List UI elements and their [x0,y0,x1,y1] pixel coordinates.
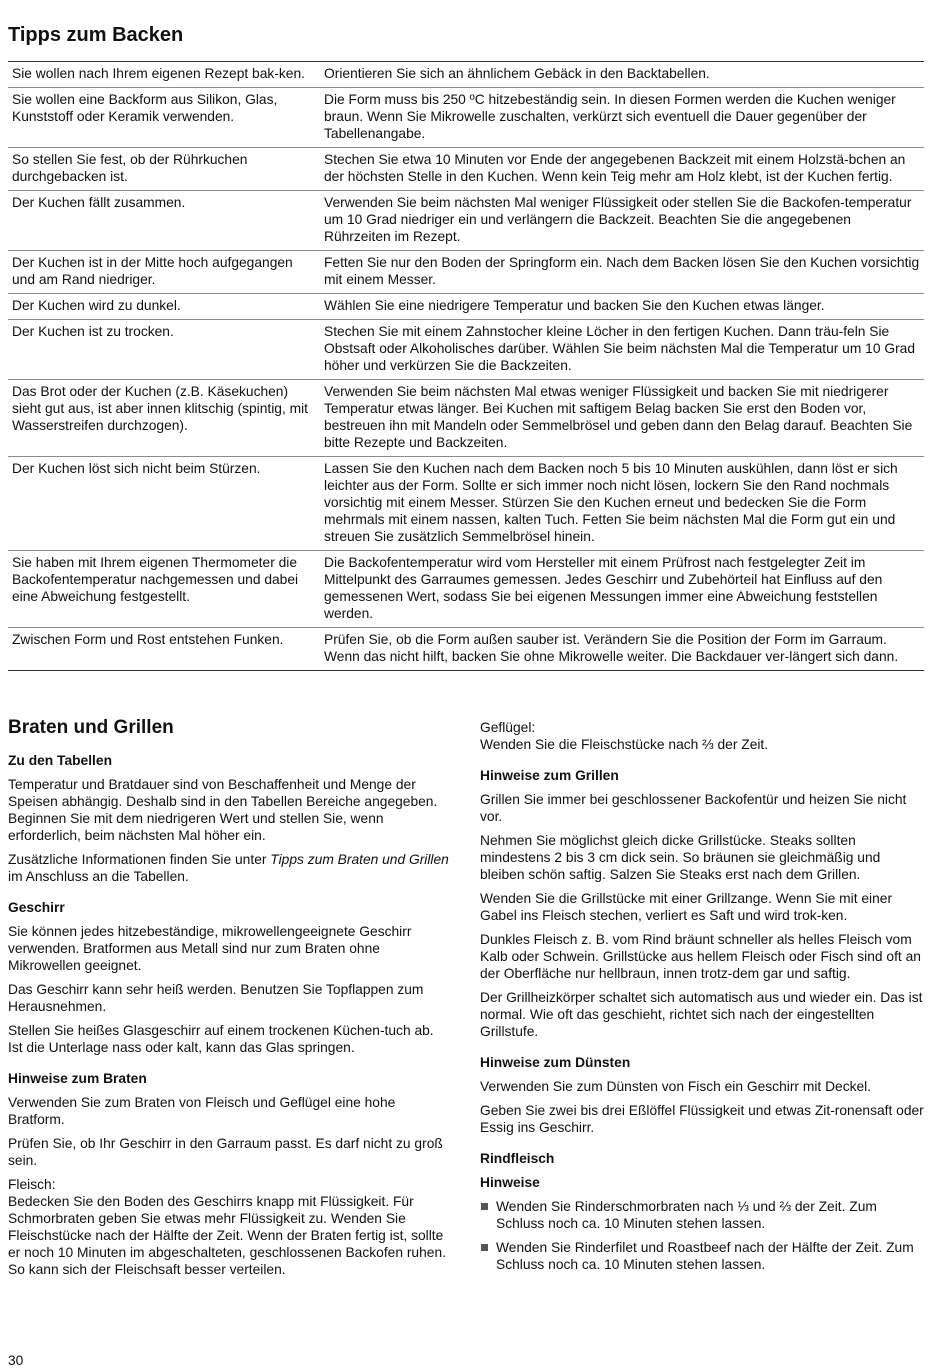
tip-solution-cell: Prüfen Sie, ob die Form außen sauber ist. Verändern Sie die Position der Form im Garraum. Wenn das nicht hilft, backen Sie ohne Mikrowelle weiter. Die Backdauer ver-längert sich dann. [320,628,924,671]
paragraph: Das Geschirr kann sehr heiß werden. Benutzen Sie Topflappen zum Herausnehmen. [8,982,424,1014]
page-number: 30 [8,1353,24,1368]
paragraph: Sie können jedes hitzebeständige, mikrowellengeeignete Geschirr verwenden. Bratformen aus Metall sind nur zum Braten ohne Mikrowellen geeignet. [8,924,412,973]
table-row [8,551,924,628]
right-column [480,719,924,1280]
paragraph: Verwenden Sie zum Dünsten von Fisch ein Geschirr mit Deckel. [480,1079,872,1094]
tip-problem-cell: Das Brot oder der Kuchen (z.B. Käsekuchen) sieht gut aus, ist aber innen klitschig (spintig, mit Wasserstreifen durchzogen). [8,380,320,457]
tip-solution-cell: Stechen Sie etwa 10 Minuten vor Ende der angegebenen Backzeit mit einem Holzstä-bchen an der höchsten Stelle in den Kuchen. Wenn kein Teig mehr am Holz klebt, ist der Kuchen fertig. [320,148,924,191]
tip-problem-cell: Der Kuchen wird zu dunkel. [8,294,320,320]
paragraph: Grillen Sie immer bei geschlossener Backofentür und heizen Sie nicht vor. [480,792,907,824]
table-row [8,628,924,671]
paragraph: Der Grillheizkörper schaltet sich automatisch aus und wieder ein. Das ist normal. Wie oft das geschieht, richtet sich nach der eingestellten Grillstufe. [480,990,923,1039]
tip-solution-cell: Orientieren Sie sich an ähnlichem Gebäck in den Backtabellen. [320,62,924,88]
heading-geschirr: Geschirr [8,900,65,915]
paragraph: Zusätzliche Informationen finden Sie unter Tipps zum Braten und Grillen im Anschluss an die Tabellen. [8,852,449,884]
tips-table [8,61,924,671]
paragraph: Stellen Sie heißes Glasgeschirr auf einem trockenen Küchen-tuch ab. Ist die Unterlage nass oder kalt, kann das Glas springen. [8,1023,434,1055]
tip-problem-cell: Sie haben mit Ihrem eigenen Thermometer die Backofentemperatur nachgemessen und dabei eine Abweichung festgestellt. [8,551,320,628]
paragraph-fleisch: Fleisch: Bedecken Sie den Boden des Geschirrs knapp mit Flüssigkeit. Für Schmorbraten geben Sie etwas mehr Flüssigkeit zu. Wenden Sie Fleischstücke nach der Hälfte der Zeit. Wenn der Braten fertig ist, sollte er noch 10 Minuten im abgeschalteten, geschlossenen Backofen ruhen. So kann sich der Fleischsaft besser verteilen. [8,1177,446,1277]
paragraph: Temperatur und Bratdauer sind von Beschaffenheit und Menge der Speisen abhängig. Deshalb sind in den Tabellen Bereiche angegeben. Beginnen Sie mit dem niedrigeren Wert und stellen Sie, wenn erforderlich, beim nächsten Mal höher ein. [8,777,438,843]
heading-hinweise: Hinweise [480,1175,540,1190]
tip-problem-cell: Der Kuchen ist zu trocken. [8,320,320,380]
tip-solution-cell: Die Form muss bis 250 ºC hitzebeständig sein. In diesen Formen werden die Kuchen weniger braun. Wenn Sie Mikrowelle zuschalten, verkürzt sich eventuell die Dauer gegenüber der Tabellenangabe. [320,88,924,148]
page-title: Tipps zum Backen [8,24,184,46]
tip-problem-cell: Sie wollen eine Backform aus Silikon, Glas, Kunststoff oder Keramik verwenden. [8,88,320,148]
table-row [8,191,924,251]
list-item: Wenden Sie Rinderfilet und Roastbeef nach der Hälfte der Zeit. Zum Schluss noch ca. 10 Minuten stehen lassen. [480,1239,924,1273]
paragraph-gefluegel: Geflügel: Wenden Sie die Fleischstücke nach ⅔ der Zeit. [480,720,769,752]
tip-problem-cell: Zwischen Form und Rost entstehen Funken. [8,628,320,671]
tip-solution-cell: Verwenden Sie beim nächsten Mal etwas weniger Flüssigkeit und backen Sie mit niedrigerer Temperatur etwas länger. Bei Kuchen mit saftigem Belag backen Sie erst den Boden vor, bestreuen ihn mit Mandeln oder Semmelbrösel und geben dann den Belag darauf. Beachten Sie bitte Rezepte und Backzeiten. [320,380,924,457]
tip-problem-cell: Der Kuchen ist in der Mitte hoch aufgegangen und am Rand niedriger. [8,251,320,294]
bullet-square-icon [481,1203,488,1210]
tip-solution-cell: Fetten Sie nur den Boden der Springform ein. Nach dem Backen lösen Sie den Kuchen vorsichtig mit einem Messer. [320,251,924,294]
table-row [8,148,924,191]
tip-solution-cell: Lassen Sie den Kuchen nach dem Backen noch 5 bis 10 Minuten auskühlen, dann löst er sich leichter aus der Form. Sollte er sich immer noch nicht lösen, lockern Sie den Rand nochmals vorsichtig mit einem Messer. Stürzen Sie den Kuchen erneut und bedecken Sie die Form mehrmals mit einem nassen, kalten Tuch. Fetten Sie beim nächsten Mal die Form gut ein und streuen Sie zusätzlich Semmelbrösel hinein. [320,457,924,551]
heading-grillen: Hinweise zum Grillen [480,768,619,783]
paragraph: Geben Sie zwei bis drei Eßlöffel Flüssigkeit und etwas Zit-ronensaft oder Essig ins Geschirr. [480,1103,924,1135]
left-column [8,752,452,1285]
tip-problem-cell: So stellen Sie fest, ob der Rührkuchen durchgebacken ist. [8,148,320,191]
paragraph: Wenden Sie die Grillstücke mit einer Grillzange. Wenn Sie mit einer Gabel ins Fleisch stechen, verliert es Saft und wird trok-ken. [480,891,893,923]
table-row [8,320,924,380]
heading-duensten: Hinweise zum Dünsten [480,1055,631,1070]
heading-rindfleisch: Rindfleisch [480,1151,555,1166]
section-title: Braten und Grillen [8,717,174,738]
table-row [8,294,924,320]
tip-solution-cell: Verwenden Sie beim nächsten Mal weniger Flüssigkeit oder stellen Sie die Backofen-temperatur um 10 Grad niedriger ein und verlängern die Backzeit. Beachten Sie die angegebenen Rührzeiten im Rezept. [320,191,924,251]
list-item: Wenden Sie Rinderschmorbraten nach ⅓ und ⅔ der Zeit. Zum Schluss noch ca. 10 Minuten stehen lassen. [480,1198,924,1232]
hinweise-list [480,1198,924,1273]
tip-problem-cell: Sie wollen nach Ihrem eigenen Rezept bak-ken. [8,62,320,88]
tip-problem-cell: Der Kuchen fällt zusammen. [8,191,320,251]
table-row [8,457,924,551]
tip-solution-cell: Die Backofentemperatur wird vom Hersteller mit einem Prüfrost nach festgelegter Zeit im Mittelpunkt des Garraumes gemessen. Jedes Geschirr und Zubehörteil hat Einfluss auf den gemessenen Wert, sodass Sie bei eigenen Messungen immer eine Abweichung feststellen werden. [320,551,924,628]
bullet-square-icon [481,1244,488,1251]
table-row [8,88,924,148]
paragraph: Prüfen Sie, ob Ihr Geschirr in den Garraum passt. Es darf nicht zu groß sein. [8,1136,443,1168]
paragraph: Verwenden Sie zum Braten von Fleisch und Geflügel eine hohe Bratform. [8,1095,396,1127]
table-row [8,62,924,88]
tip-solution-cell: Wählen Sie eine niedrigere Temperatur und backen Sie den Kuchen etwas länger. [320,294,924,320]
tip-problem-cell: Der Kuchen löst sich nicht beim Stürzen. [8,457,320,551]
heading-tabellen: Zu den Tabellen [8,753,112,768]
table-row [8,380,924,457]
tip-solution-cell: Stechen Sie mit einem Zahnstocher kleine Löcher in den fertigen Kuchen. Dann träu-feln Sie Obstsaft oder Alkoholisches darüber. Wählen Sie beim nächsten Mal die Temperatur um 10 Grad höher und verkürzen Sie die Backzeiten. [320,320,924,380]
paragraph: Dunkles Fleisch z. B. vom Rind bräunt schneller als helles Fleisch vom Kalb oder Schwein. Grillstücke aus hellem Fleisch oder Fisch sind oft an der Oberfläche nur hellbraun, innen trotz-dem gar und saftig. [480,932,921,981]
heading-braten: Hinweise zum Braten [8,1071,147,1086]
table-row [8,251,924,294]
paragraph: Nehmen Sie möglichst gleich dicke Grillstücke. Steaks sollten mindestens 2 bis 3 cm dick sein. So bräunen sie gleichmäßig und bleiben schön saftig. Salzen Sie Steaks erst nach dem Grillen. [480,833,881,882]
